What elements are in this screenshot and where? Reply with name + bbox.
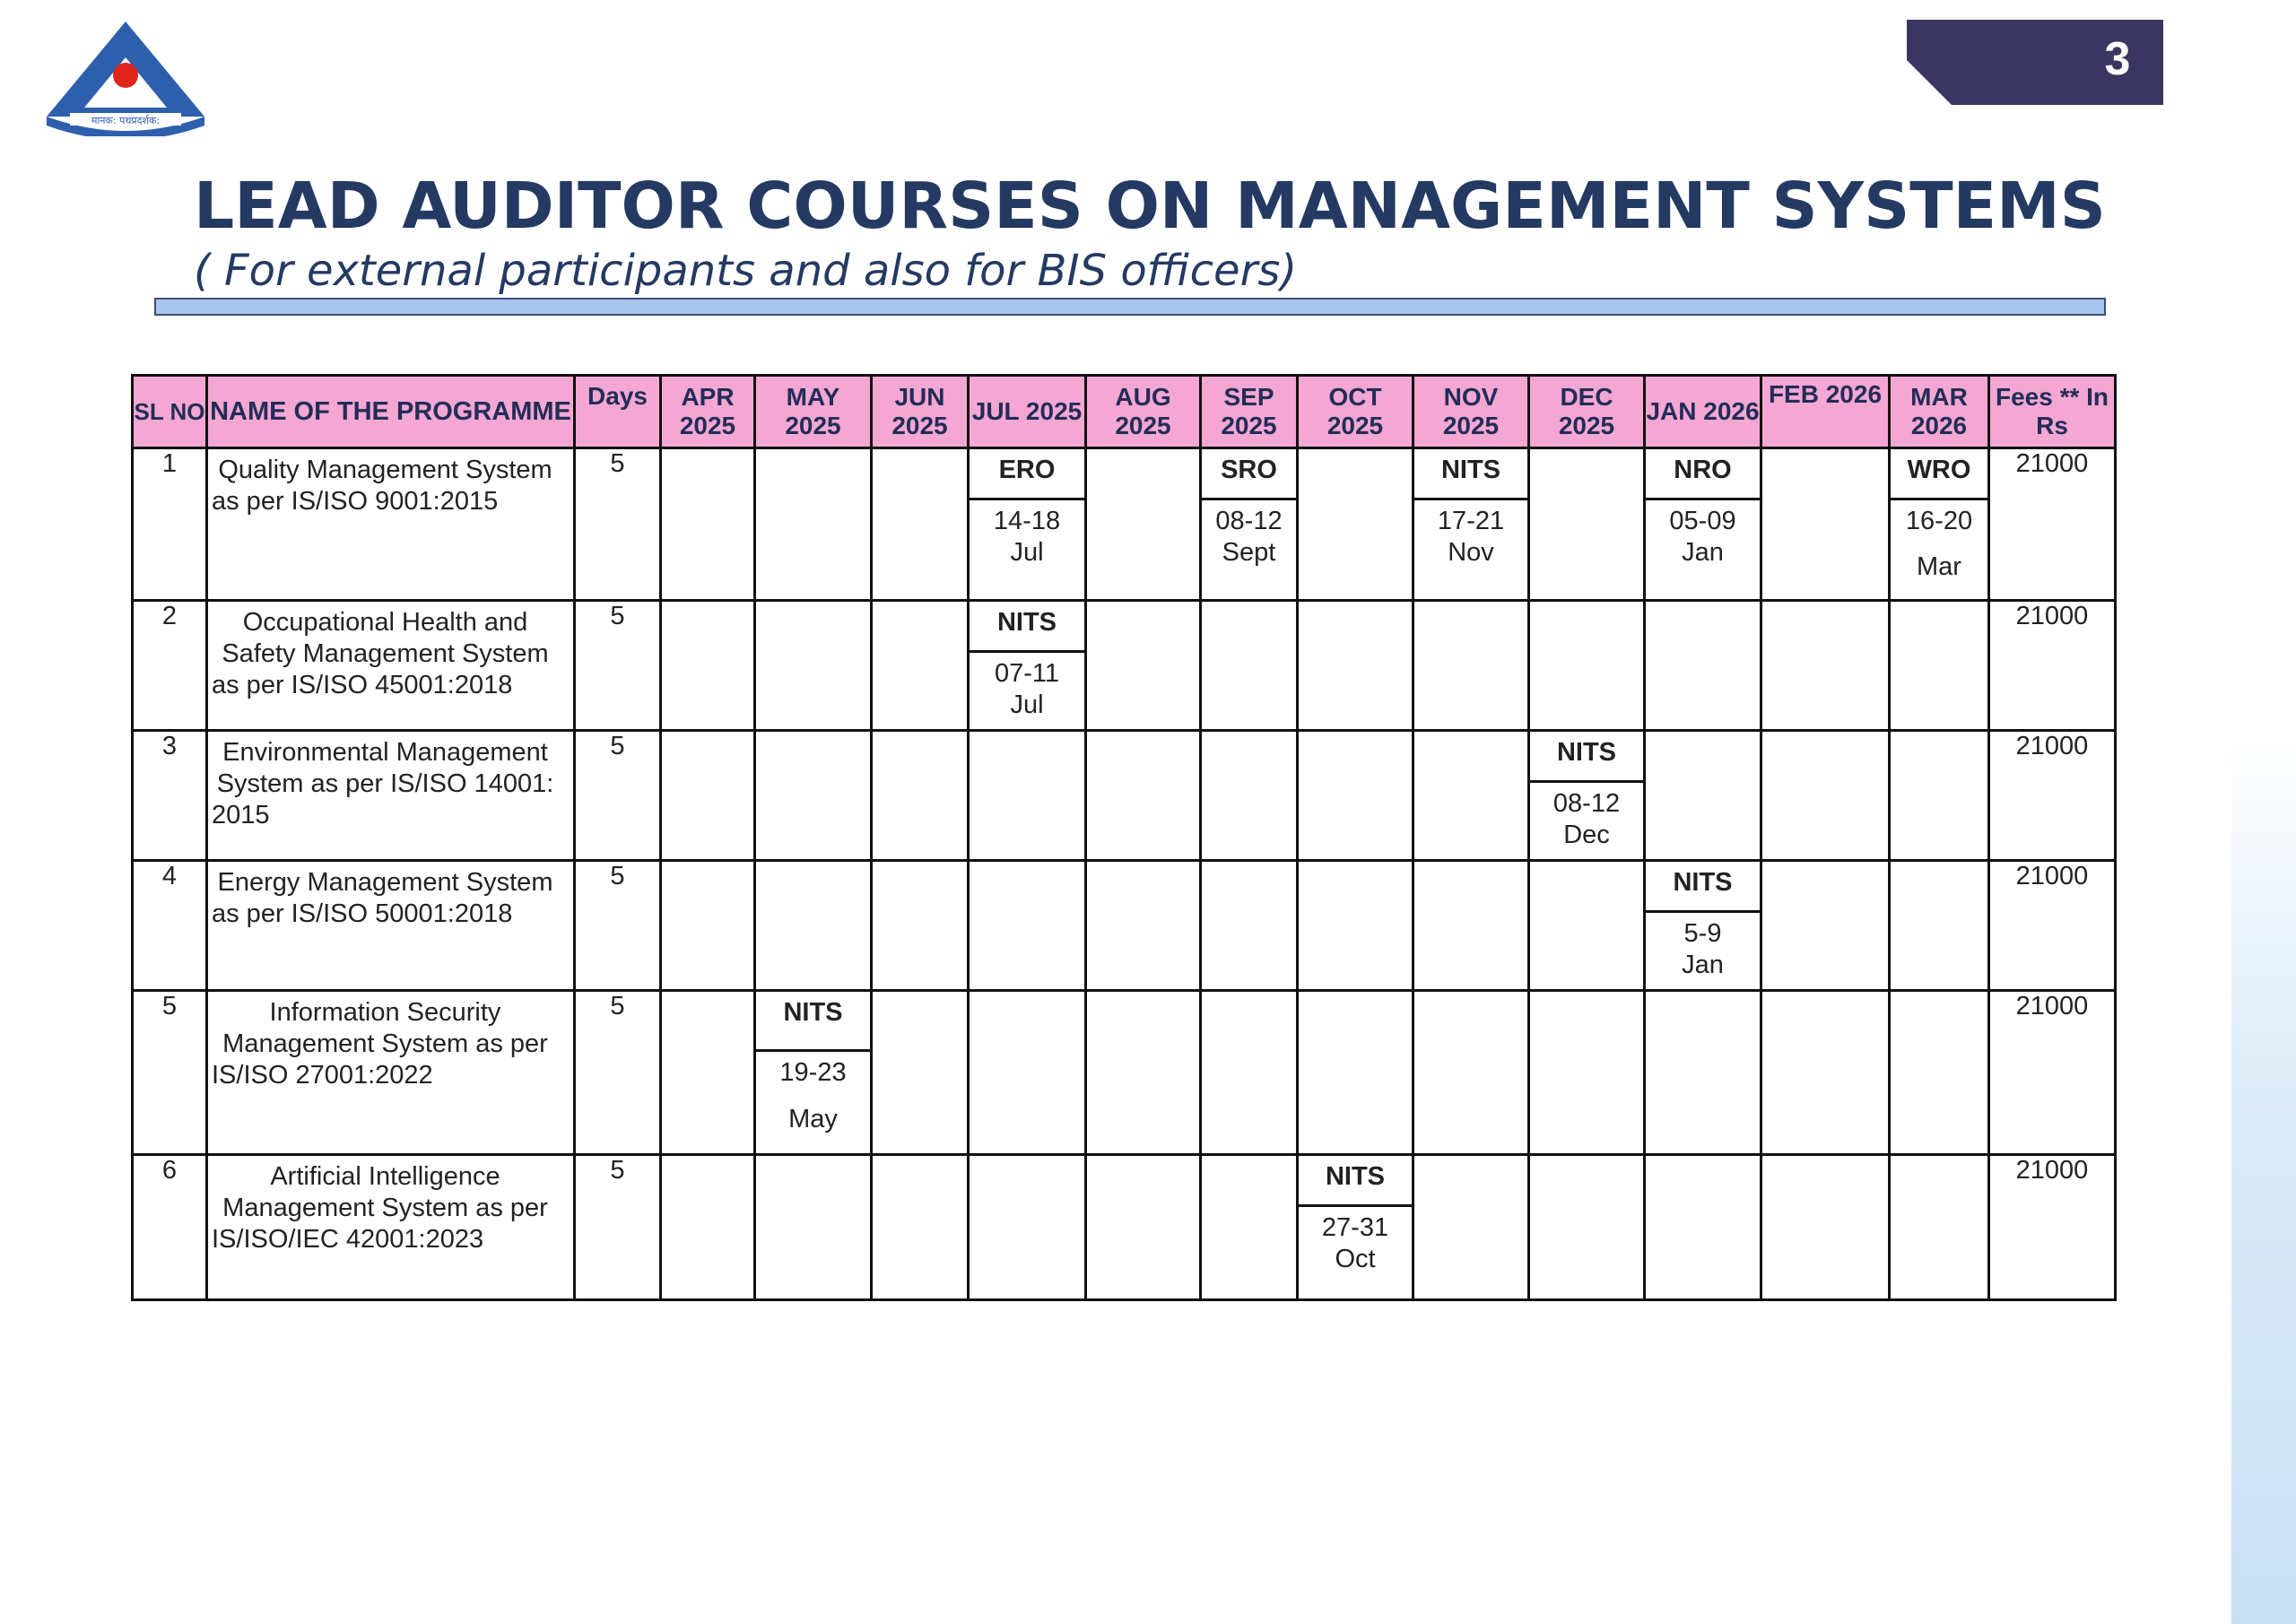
- cell-feb: [1761, 731, 1890, 861]
- cell-jun: [872, 448, 969, 601]
- cell-may: [755, 1155, 872, 1300]
- cell-oct: [1298, 1155, 1413, 1300]
- cell-jul: [969, 861, 1086, 991]
- cell-aug: [1086, 861, 1201, 991]
- col-month: MAY 2025: [755, 376, 872, 448]
- col-sl-no: SL NO: [133, 376, 207, 448]
- row-fees: 21000: [1989, 601, 2116, 731]
- cell-dec: [1529, 448, 1645, 601]
- session-office: NITS: [1646, 862, 1760, 913]
- cell-jun: [872, 731, 969, 861]
- col-month: MAR 2026: [1890, 376, 1989, 448]
- row-fees: 21000: [1989, 991, 2116, 1155]
- bis-logo: [43, 20, 209, 136]
- cell-may: [755, 731, 872, 861]
- header-row: [133, 376, 2116, 448]
- col-programme-name: NAME OF THE PROGRAMME: [207, 376, 575, 448]
- cell-mar: [1890, 601, 1989, 731]
- session-dates: 19-23 May: [779, 1058, 847, 1133]
- cell-oct: [1298, 448, 1413, 601]
- col-month: APR 2025: [661, 376, 755, 448]
- cell-nov: [1413, 991, 1529, 1155]
- table-row: [133, 731, 2116, 861]
- session-office: NITS: [970, 602, 1084, 653]
- col-month: DEC 2025: [1529, 376, 1645, 448]
- row-programme: Occupational Health and Safety Management System as per IS/ISO 45001:2018: [207, 601, 575, 731]
- row-days: 5: [575, 601, 661, 731]
- session-dates: 27-31 Oct: [1321, 1213, 1389, 1273]
- cell-oct: [1298, 861, 1413, 991]
- session-dates: 16-20 Mar: [1905, 507, 1973, 581]
- session-office: NITS: [1414, 449, 1527, 500]
- cell-may: [755, 991, 872, 1155]
- session-dates: 05-09 Jan: [1669, 507, 1736, 567]
- cell-feb: [1761, 448, 1890, 601]
- cell-apr: [661, 991, 755, 1155]
- svg-text:मानक: पथप्रदर्शक:: मानक: पथप्रदर्शक:: [91, 115, 161, 126]
- cell-jan: [1645, 731, 1761, 861]
- row-sl: 5: [133, 991, 207, 1155]
- col-month: JUL 2025: [969, 376, 1086, 448]
- session-dates: 5-9 Jan: [1682, 919, 1724, 979]
- decorative-side-gradient: [2231, 735, 2296, 1624]
- col-month: JAN 2026: [1645, 376, 1761, 448]
- table-row: [133, 1155, 2116, 1300]
- cell-mar: [1890, 1155, 1989, 1300]
- col-days: Days: [575, 376, 661, 448]
- cell-nov: [1413, 731, 1529, 861]
- row-fees: 21000: [1989, 731, 2116, 861]
- page-title: LEAD AUDITOR COURSES ON MANAGEMENT SYSTEMS: [194, 169, 2106, 243]
- row-programme: Environmental Management System as per IS/ISO 14001: 2015: [207, 731, 575, 861]
- cell-nov: [1413, 1155, 1529, 1300]
- session-dates: 17-21 Nov: [1437, 507, 1505, 567]
- cell-oct: [1298, 991, 1413, 1155]
- title-underline-bar: [154, 298, 2106, 316]
- cell-dec: [1529, 601, 1645, 731]
- row-fees: 21000: [1989, 861, 2116, 991]
- cell-sep: [1201, 861, 1298, 991]
- cell-may: [755, 861, 872, 991]
- cell-aug: [1086, 448, 1201, 601]
- cell-jan: [1645, 861, 1761, 991]
- cell-jun: [872, 601, 969, 731]
- cell-may: [755, 448, 872, 601]
- row-programme: Artificial Intelligence Management System as per IS/ISO/IEC 42001:2023: [207, 1155, 575, 1300]
- row-days: 5: [575, 991, 661, 1155]
- session-office: NRO: [1646, 449, 1760, 500]
- cell-dec: [1529, 991, 1645, 1155]
- cell-apr: [661, 601, 755, 731]
- cell-jun: [872, 861, 969, 991]
- cell-jun: [872, 1155, 969, 1300]
- cell-aug: [1086, 991, 1201, 1155]
- cell-aug: [1086, 731, 1201, 861]
- session-office: ERO: [970, 449, 1084, 500]
- row-sl: 3: [133, 731, 207, 861]
- cell-sep: [1201, 991, 1298, 1155]
- col-month: NOV 2025: [1413, 376, 1529, 448]
- row-sl: 6: [133, 1155, 207, 1300]
- cell-jun: [872, 991, 969, 1155]
- col-month: FEB 2026: [1761, 376, 1890, 448]
- cell-mar: [1890, 448, 1989, 601]
- row-sl: 2: [133, 601, 207, 731]
- cell-feb: [1761, 1155, 1890, 1300]
- col-month: AUG 2025: [1086, 376, 1201, 448]
- session-office: NITS: [756, 992, 870, 1052]
- col-month: JUN 2025: [872, 376, 969, 448]
- cell-dec: [1529, 861, 1645, 991]
- table-row: [133, 601, 2116, 731]
- row-fees: 21000: [1989, 448, 2116, 601]
- session-dates: 08-12 Sept: [1215, 507, 1283, 567]
- course-schedule-table: [131, 374, 2117, 1301]
- cell-aug: [1086, 601, 1201, 731]
- cell-jul: [969, 1155, 1086, 1300]
- cell-feb: [1761, 601, 1890, 731]
- row-programme: Energy Management System as per IS/ISO 50001:2018: [207, 861, 575, 991]
- cell-feb: [1761, 991, 1890, 1155]
- row-sl: 1: [133, 448, 207, 601]
- row-fees: 21000: [1989, 1155, 2116, 1300]
- cell-may: [755, 601, 872, 731]
- cell-apr: [661, 731, 755, 861]
- cell-jan: [1645, 448, 1761, 601]
- session-dates: 07-11 Jul: [994, 659, 1060, 719]
- row-programme: Information Security Management System as per IS/ISO 27001:2022: [207, 991, 575, 1155]
- cell-oct: [1298, 731, 1413, 861]
- cell-nov: [1413, 861, 1529, 991]
- row-programme: Quality Management System as per IS/ISO 9001:2015: [207, 448, 575, 601]
- cell-mar: [1890, 991, 1989, 1155]
- row-sl: 4: [133, 861, 207, 991]
- page-number: 3: [2104, 33, 2131, 85]
- cell-jul: [969, 448, 1086, 601]
- session-dates: 14-18 Jul: [993, 507, 1061, 567]
- row-days: 5: [575, 861, 661, 991]
- cell-sep: [1201, 601, 1298, 731]
- session-dates: 08-12 Dec: [1552, 789, 1621, 849]
- col-month: OCT 2025: [1298, 376, 1413, 448]
- cell-sep: [1201, 731, 1298, 861]
- col-fees: Fees ** In Rs: [1989, 376, 2116, 448]
- table-row: [133, 861, 2116, 991]
- cell-sep: [1201, 1155, 1298, 1300]
- cell-mar: [1890, 731, 1989, 861]
- row-days: 5: [575, 448, 661, 601]
- cell-nov: [1413, 448, 1529, 601]
- cell-apr: [661, 448, 755, 601]
- cell-apr: [661, 861, 755, 991]
- cell-sep: [1201, 448, 1298, 601]
- cell-mar: [1890, 861, 1989, 991]
- cell-oct: [1298, 601, 1413, 731]
- cell-feb: [1761, 861, 1890, 991]
- session-office: SRO: [1202, 449, 1296, 500]
- cell-jan: [1645, 991, 1761, 1155]
- cell-jul: [969, 601, 1086, 731]
- table-row: [133, 991, 2116, 1155]
- session-office: WRO: [1891, 449, 1987, 500]
- cell-dec: [1529, 731, 1645, 861]
- page-number-badge: [1907, 20, 2163, 105]
- session-office: NITS: [1299, 1156, 1412, 1207]
- row-days: 5: [575, 731, 661, 861]
- cell-jan: [1645, 601, 1761, 731]
- cell-apr: [661, 1155, 755, 1300]
- row-days: 5: [575, 1155, 661, 1300]
- session-office: NITS: [1530, 732, 1643, 783]
- table-row: [133, 448, 2116, 601]
- cell-jul: [969, 991, 1086, 1155]
- cell-jan: [1645, 1155, 1761, 1300]
- col-month: SEP 2025: [1201, 376, 1298, 448]
- cell-dec: [1529, 1155, 1645, 1300]
- page-subtitle: ( For external participants and also for BIS officers): [194, 246, 1298, 296]
- cell-nov: [1413, 601, 1529, 731]
- cell-aug: [1086, 1155, 1201, 1300]
- cell-jul: [969, 731, 1086, 861]
